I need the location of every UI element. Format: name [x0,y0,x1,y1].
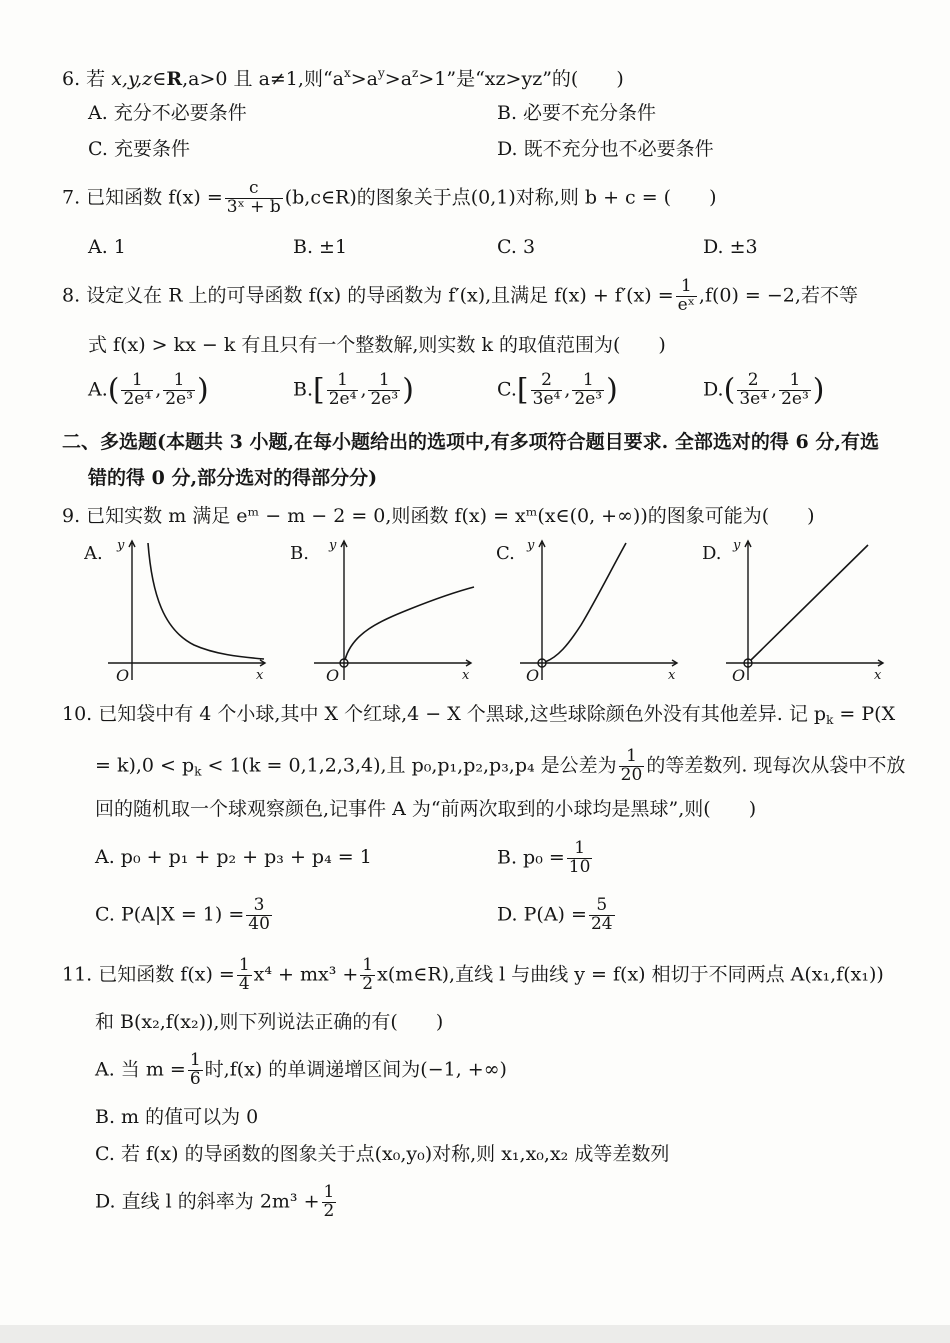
q8-option-a-frac2 [163,372,195,409]
q7-frac-num: c [248,178,259,198]
q6-cond: ,a>0 且 a≠1,则“a [182,68,344,90]
q6-vars: x,y,z [111,68,153,90]
q8-option-c-open: [ [516,372,529,408]
x-axis-label: x [668,668,676,683]
q8-option-d-close: ) [812,372,825,408]
section2-heading-line2: 错的得 0 分,部分选对的得部分分) [88,467,378,489]
q9-graph-b[interactable] [290,535,480,685]
q8-frac-num: 1 [680,276,692,296]
q9-graph-d-curve [751,545,868,660]
q6-option-d[interactable]: D. 既不充分也不必要条件 [497,138,714,160]
q11-stem-line2: 和 B(x₂,f(x₂)),则下列说法正确的有( ) [95,1011,444,1033]
frac-num: 1 [574,838,586,858]
q8-option-c-frac2 [572,372,604,409]
q10-frac-num: 1 [626,746,637,766]
q10-stem-line3: 回的随机取一个球观察颜色,记事件 A 为“前两次取到的小球均是黑球”,则( ) [95,798,757,820]
q11-option-a[interactable] [95,1052,507,1089]
y-axis-label: y [527,538,535,553]
q9-stem: 9. 已知实数 m 满足 eᵐ − m − 2 = 0,则函数 f(x) = xᵐ(x∈(0, +∞))的图象可能为( ) [62,505,815,527]
q6-gt2: >a [384,68,413,90]
frac-den: 6 [189,1068,201,1089]
q8-stem-line1 [62,278,858,315]
q10-line1-prefix: 10. 已知袋中有 4 个小球,其中 X 个红球,4 − X 个黑球,这些球除颜色外没有其他差异. 记 p [62,703,827,725]
q8-option-d-frac1 [737,372,769,409]
q8-option-b-frac1 [327,372,359,409]
q6-exp-y: y [378,66,385,80]
q10-option-a[interactable]: A. p₀ + p₁ + p₂ + p₃ + p₄ = 1 [95,846,372,868]
q10-fraction [619,748,645,785]
x-axis-label: x [874,668,882,683]
q7-fraction [225,180,283,217]
q10-option-c-text: C. P(A|X = 1) = [95,903,245,926]
frac-den: 10 [568,856,591,877]
q6-gt1: >a [350,68,379,90]
section2-heading-line1: 二、多选题(本题共 3 小题,在每小题给出的选项中,有多项符合题目要求. 全部选对的得 6 分,有选 [62,431,879,453]
frac-num: 5 [596,895,608,915]
q8-fraction [676,278,697,315]
frac-num: 3 [253,895,265,915]
frac-num: 1 [189,1050,201,1070]
q9-graph-a[interactable] [84,535,274,685]
q8-option-a-letter: A. [88,378,108,401]
q6-stem [62,66,624,90]
origin-label: O [526,666,540,685]
q8-option-d[interactable]: D.( $\frac{2}{\text{3e⁴}}$ , $\frac{1}{\text{2e³}}$ ) [703,370,825,409]
q10-line2-mid: < 1(k = 0,1,2,3,4),且 p₀,p₁,p₂,p₃,p₄ 是公差为 [201,754,617,777]
frac-den: 40 [248,913,270,934]
q8-option-b[interactable]: B.[ $\frac{1}{\text{2e⁴}}$ , $\frac{1}{\text{2e³}}$ ) [293,370,414,409]
frac-num: 1 [337,370,348,390]
q9-graph-c-curve [545,543,626,662]
origin-label: O [116,666,130,685]
origin-label: O [326,666,340,685]
q11-option-a-prefix: A. 当 m = [95,1058,186,1081]
q8-option-c-letter: C. [497,378,517,401]
q11-line1-suffix: x(m∈R),直线 l 与曲线 y = f(x) 相切于不同两点 A(x₁,f(x₁)) [377,963,884,986]
q10-option-d-text: D. P(A) = [497,903,587,926]
q10-option-d[interactable] [497,897,617,934]
frac-den: 3e⁴ [532,388,561,409]
q8-option-d-open: ( [723,372,736,408]
q8-option-d-frac2 [779,372,811,409]
frac-num: 1 [582,370,594,390]
q8-option-b-close: ) [402,372,414,408]
q10-line2-prefix: = k),0 < p [95,754,195,777]
q7-stem [62,180,717,217]
frac-den: 2 [362,973,374,994]
y-axis-label: y [733,538,741,553]
q8-option-a-frac1 [121,372,153,409]
q10-line2-sub: k [194,764,202,779]
q6-in: ∈ [152,68,167,90]
q8-option-c-close: ) [606,372,618,408]
q7-frac-den: 3ˣ + b [226,196,281,217]
q11-line1-prefix: 11. 已知函数 f(x) = [62,963,235,986]
q7-option-c[interactable]: C. 3 [497,236,536,258]
q6-stem-prefix: 6. 若 [62,68,112,90]
q7-option-a[interactable]: A. 1 [88,236,126,258]
q10-option-d-fraction [589,897,615,934]
q11-frac2 [360,957,375,994]
q11-option-d-fraction [322,1184,337,1221]
q9-graph-b-curve [345,587,474,660]
frac-num: 2 [541,370,552,390]
frac-num: 1 [378,370,390,390]
q10-stem-line1 [62,703,896,727]
q10-frac-den: 20 [620,764,643,785]
q8-frac-den: eˣ [677,294,695,315]
q11-line1-mid: x⁴ + mx³ + [253,963,359,986]
q9-graph-d[interactable] [702,535,892,685]
q7-stem-suffix: (b,c∈R)的图象关于点(0,1)对称,则 b + c = ( ) [284,186,717,209]
q9-graph-b-letter: B. [290,543,309,564]
frac-num: 2 [747,370,759,390]
q7-option-d[interactable]: D. ±3 [703,236,758,258]
frac-num: 1 [789,370,801,390]
frac-den: 2 [323,1200,335,1221]
q6-option-b[interactable]: B. 必要不充分条件 [497,102,657,124]
q10-line1-suffix: = P(X [833,703,896,725]
q8-option-b-open: [ [313,372,325,408]
frac-den: 24 [590,913,613,934]
q6-option-c[interactable]: C. 充要条件 [88,138,190,160]
frac-den: 2e⁴ [123,388,152,409]
q6-exp-z: z [412,66,419,80]
q6-reals: R [166,68,183,90]
frac-den: 4 [238,973,250,994]
page-bottom-edge [0,1325,950,1343]
frac-num: 1 [362,955,374,975]
x-axis-label: x [256,668,264,683]
q11-option-c[interactable]: C. 若 f(x) 的导函数的图象关于点(x₀,y₀)对称,则 x₁,x₀,x₂ 成等差数列 [95,1143,670,1165]
q6-stem-suffix: >1”是“xz>yz”的( ) [418,68,624,90]
q10-stem-line2 [95,748,905,785]
q11-option-a-fraction [188,1052,203,1089]
q8-option-a-close: ) [196,372,209,408]
q10-option-b[interactable] [497,840,594,877]
x-axis-label: x [462,668,470,683]
q8-option-c-frac1 [531,372,563,409]
q11-frac1 [237,957,252,994]
q8-option-a-open: ( [107,372,120,408]
y-axis-label: y [117,538,125,553]
frac-num: 1 [323,1182,335,1202]
frac-num: 1 [173,370,185,390]
q8-option-d-letter: D. [703,378,724,401]
q9-graph-d-letter: D. [702,543,722,564]
q8-option-a[interactable]: A.( $\frac{1}{\text{2e⁴}}$ , $\frac{1}{\text{2e³}}$ ) [88,370,209,409]
q9-graph-c[interactable] [496,535,686,685]
q10-option-b-fraction [567,840,593,877]
frac-den: 2e³ [165,388,193,409]
y-axis-label: y [329,538,337,553]
q10-line1-sub: k [826,713,834,727]
q7-stem-prefix: 7. 已知函数 f(x) = [62,186,223,209]
q8-option-b-frac2 [368,372,400,409]
q7-option-b[interactable]: B. ±1 [293,236,348,258]
q11-option-d[interactable] [95,1184,338,1221]
q6-exp-x: x [343,66,351,80]
frac-den: 2e³ [574,388,603,409]
q6-option-a[interactable]: A. 充分不必要条件 [88,102,247,124]
frac-den: 3e⁴ [739,388,768,409]
q11-stem-line1 [62,957,884,994]
q10-option-c-fraction [246,897,272,934]
q8-stem-mid: ,f(0) = −2,若不等 [698,284,858,307]
q11-option-d-prefix: D. 直线 l 的斜率为 2m³ + [95,1190,320,1213]
frac-den: 2e³ [781,388,809,409]
q9-graph-c-letter: C. [496,543,515,564]
q10-option-c[interactable] [95,897,274,934]
q10-option-b-text: B. p₀ = [497,846,565,869]
q10-line2-suffix: 的等差数列. 现每次从袋中不放 [646,754,906,777]
q8-option-b-letter: B. [293,378,314,401]
q11-option-a-suffix: 时,f(x) 的单调递增区间为(−1, +∞) [204,1058,507,1081]
q9-graph-a-letter: A. [84,543,103,564]
q8-option-c[interactable]: C.[ $\frac{2}{\text{3e⁴}}$ , $\frac{1}{\text{2e³}}$ ) [497,370,618,409]
frac-num: 1 [238,955,250,975]
frac-den: 2e⁴ [328,388,357,409]
q8-stem-line2: 式 f(x) > kx − k 有且只有一个整数解,则实数 k 的取值范围为( ) [88,334,666,356]
q11-option-b[interactable]: B. m 的值可以为 0 [95,1106,259,1128]
frac-den: 2e³ [370,388,399,409]
origin-label: O [732,666,746,685]
q8-stem-prefix: 8. 设定义在 R 上的可导函数 f(x) 的导函数为 f′(x),且满足 f(x) + f′(x) = [62,284,674,307]
q9-graph-a-curve [148,543,264,659]
frac-num: 1 [131,370,143,390]
